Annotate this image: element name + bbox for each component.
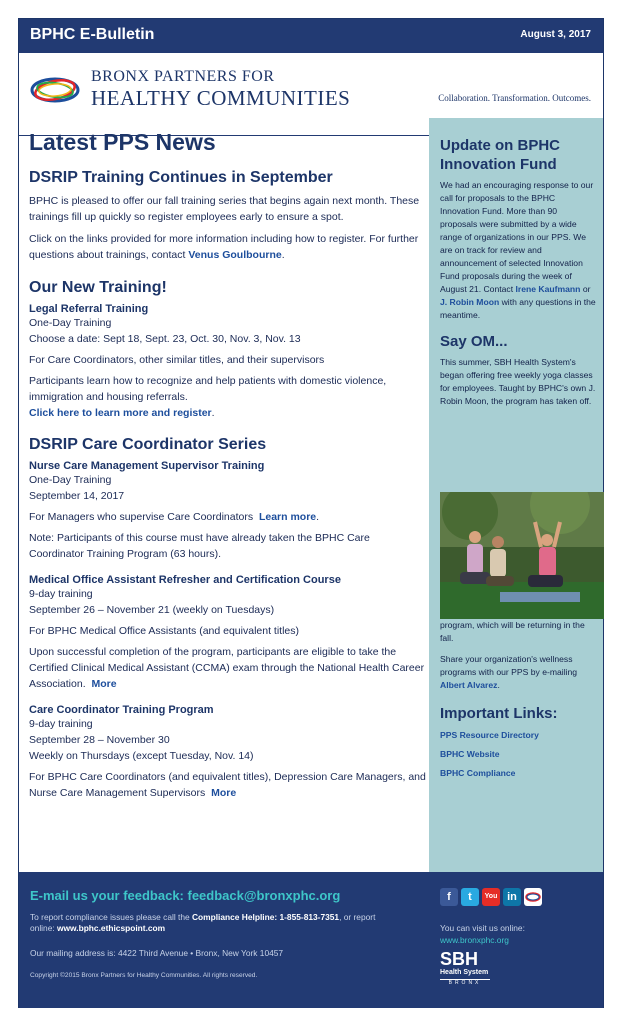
albert-alvarez-link[interactable]: Albert Alvarez [440,680,498,690]
nurse-care-duration: One-Day Training [29,474,112,486]
yoga-class-photo [440,492,604,619]
legal-referral-desc: Participants learn how to recognize and help patients with domestic violence, immigration and housing referrals. [29,375,387,403]
sbh-logo-subtitle: Health System [440,969,489,976]
org-name-line2: HEALTHY COMMUNITIES [91,86,351,110]
mailing-address: Our mailing address is: 4422 Third Avenue • Bronx, New York 10457 [30,948,284,958]
sidebar [429,118,603,872]
bphc-logo-social-icon[interactable] [524,888,542,906]
legal-referral-link-line: Click here to learn more and register. [29,407,215,419]
legal-referral-audience: For Care Coordinators, other similar titles, and their supervisors [29,354,325,366]
sbh-logo [440,950,490,986]
innovation-fund-title: Update on BPHC Innovation Fund [440,137,560,173]
venus-goulbourne-link[interactable]: Venus Goulbourne [188,249,282,261]
main-column [29,129,427,801]
sbh-logo-text: SBH [440,949,479,969]
compliance-text: To report compliance issues please call the Compliance Helpline: 1-855-813-7351, or report online: www.bphc.ethicspoint.com [30,912,376,933]
share-text: Share your organization's wellness programs with our PPS by e-mailing Albert Alvarez. [440,654,578,690]
visit-online [440,922,525,946]
learn-register-link[interactable]: Click here to learn more and register [29,407,212,419]
website-link[interactable]: www.bronxphc.org [440,935,509,945]
moa-more-link[interactable]: More [91,678,117,690]
learn-more-link[interactable]: Learn more [258,511,317,523]
legal-referral-title: Legal Referral Training [29,303,149,315]
moa-desc: Upon successful completion of the program, participants are eligible to take the Certified Clinical Medical Assistant (CCMA) exam through the National Health Career Association. More [29,646,425,690]
important-links-title: Important Links: [440,705,558,722]
visit-label: You can visit us online: [440,923,525,933]
cctp-title: Care Coordinator Training Program [29,704,214,716]
robin-moon-link[interactable]: J. Robin Moon [440,297,500,307]
link-bphc-compliance[interactable]: BPHC Compliance [440,768,516,778]
tagline: Collaboration. Transformation. Outcomes. [438,93,591,103]
legal-referral-duration: One-Day Training [29,317,112,329]
top-bar [19,19,603,53]
page-title: Latest PPS News [29,129,216,155]
copyright: Copyright ©2015 Bronx Partners for Healthy Communities. All rights reserved. [30,972,258,979]
cctp-more-link[interactable]: More [211,787,237,799]
ethicspoint-link[interactable]: www.bphc.ethicspoint.com [57,923,166,933]
cctp-weekly: Weekly on Thursdays (except Tuesday, Nov. 14) [29,750,254,762]
feedback-email[interactable]: E-mail us your feedback: feedback@bronxphc.org [30,888,341,903]
nurse-care-date: September 14, 2017 [29,490,125,502]
compliance-helpline: Compliance Helpline: 1-855-813-7351 [192,912,340,922]
sbh-logo-bronx: BRONX [440,979,490,986]
twitter-icon[interactable]: t [461,888,479,906]
nurse-care-note: Note: Participants of this course must have already taken the BPHC Care Coordinator Training Program (63 hours). [29,532,370,560]
footer [19,872,603,1008]
org-name-line1: BRONX PARTNERS FOR [91,68,275,85]
moa-dates: September 26 – November 21 (weekly on Tuesdays) [29,604,275,616]
new-training-title: Our New Training! [29,279,167,296]
yoga-text: program, which will be returning in the fall. [440,620,585,643]
cctp-duration: 9-day training [29,718,93,730]
cc-series-title: DSRIP Care Coordinator Series [29,436,267,453]
dsrip-intro: BPHC is pleased to offer our fall training series that begins again next month. These trainings fill up quickly so register employees early to ensure a spot. [29,195,420,223]
cctp-audience: For BPHC Care Coordinators (and equivalent titles), Depression Care Managers, and Nurse Care Management Supervisors More [29,771,426,799]
nurse-care-audience: For Managers who supervise Care Coordinators Learn more. [29,511,320,523]
linkedin-icon[interactable]: in [503,888,521,906]
moa-duration: 9-day training [29,588,93,600]
say-om-title: Say OM... [440,333,508,350]
social-icons [440,888,545,906]
link-bphc-website[interactable]: BPHC Website [440,749,500,759]
bulletin-title: BPHC E-Bulletin [30,26,155,43]
bulletin-frame [18,18,604,1008]
bulletin-date: August 3, 2017 [520,29,591,40]
irene-kaufmann-link[interactable]: Irene Kaufmann [515,284,581,294]
dsrip-title: DSRIP Training Continues in September [29,169,333,186]
innovation-fund-text: We had an encouraging response to our call for proposals to the BPHC Innovation Fund. More than 90 proposals were submitted by a wide range of organizations in our PPS. We are on track for review and announcement of selected Innovation Fund proposals during the week of August 21. Contact Irene Kaufmann or J. Robin Moon with any questions in the meantime. [440,180,596,320]
cctp-dates: September 28 – November 30 [29,734,170,746]
bphc-logo-icon [29,73,81,107]
youtube-icon[interactable]: You [482,888,500,906]
moa-audience: For BPHC Medical Office Assistants (and equivalent titles) [29,625,300,637]
moa-title: Medical Office Assistant Refresher and Certification Course [29,574,341,586]
dsrip-contact-text: Click on the links provided for more information including how to register. For further questions about trainings, contact Venus Goulbourne. [29,233,419,261]
facebook-icon[interactable]: f [440,888,458,906]
link-pps-resource-directory[interactable]: PPS Resource Directory [440,730,539,740]
legal-referral-dates: Choose a date: Sept 18, Sept. 23, Oct. 30, Nov. 3, Nov. 13 [29,333,301,345]
nurse-care-title: Nurse Care Management Supervisor Training [29,460,265,472]
say-om-text: This summer, SBH Health System's began offering free weekly yoga classes for employees. Taught by BPHC's own J. Robin Moon, the program has taken off. [440,357,596,406]
